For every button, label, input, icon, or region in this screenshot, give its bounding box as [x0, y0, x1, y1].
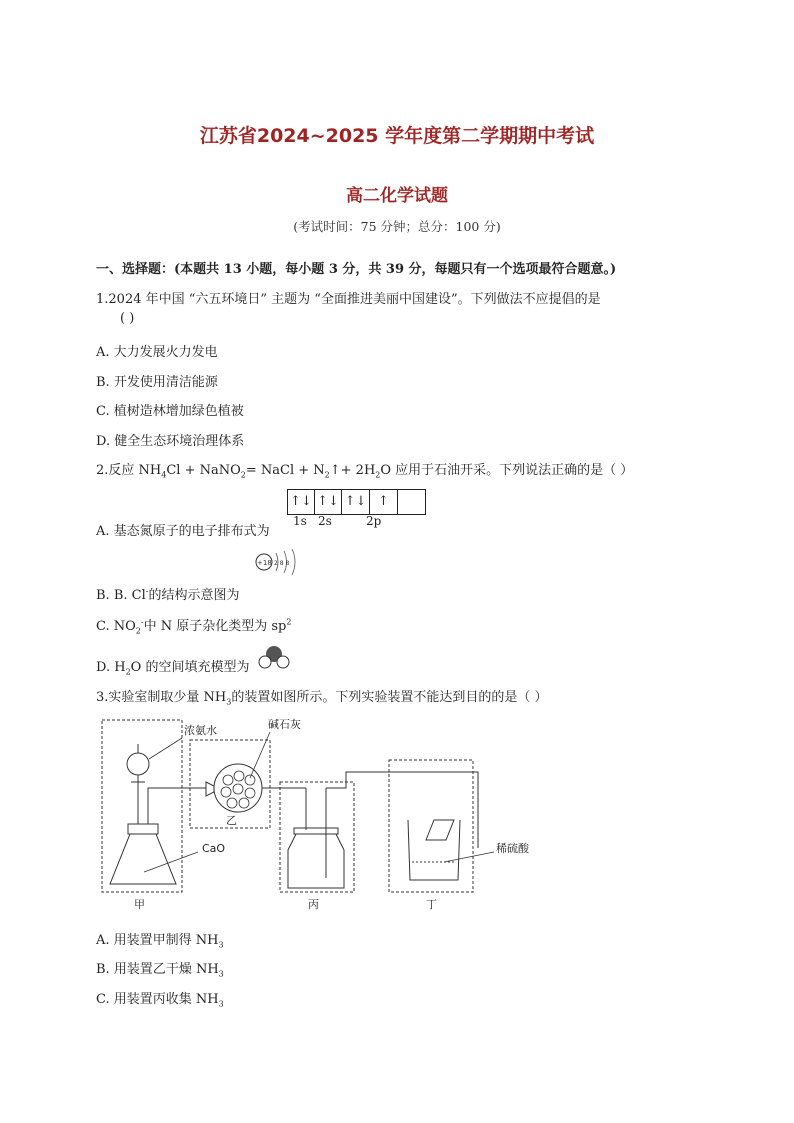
q3-stem: 3.实验室制取少量 $NH_3$的装置如图所示。下列实验装置不能达到目的的是（ ） — [96, 690, 548, 707]
orbital-box-2p-1: ↑↓ — [342, 490, 370, 514]
chloride-structure-diagram — [252, 547, 312, 587]
label-yi: 乙 — [226, 814, 237, 827]
q1-option-c: C. 植树造林增加绿色植被 — [96, 404, 244, 419]
water-space-filling-model — [256, 644, 292, 670]
q2-option-b: B. B. Cl-的结构示意图为 — [96, 586, 240, 603]
frame-ding — [389, 760, 473, 892]
q1-option-a: A. 大力发展火力发电 — [96, 345, 218, 360]
q3-option-c: C. 用装置丙收集 $NH_3$ — [96, 992, 224, 1009]
orbital-label-1s: 1s — [293, 514, 307, 528]
chloride-shell-electrons: 2 8 8 — [274, 560, 290, 567]
label-ammonia-water: 浓氨水 — [184, 724, 217, 737]
orbital-label-2s: 2s — [318, 514, 332, 528]
label-dilute-acid: 稀硫酸 — [496, 842, 529, 855]
q3-option-b: B. 用装置乙干燥 $NH_3$ — [96, 962, 224, 979]
label-soda-lime: 碱石灰 — [268, 718, 301, 731]
section-header: 一、选择题：(本题共 13 小题，每小题 3 分，共 39 分，每题只有一个选项最符合题意。) — [96, 262, 617, 277]
label-ding: 丁 — [426, 898, 437, 911]
q1-option-d: D. 健全生态环境治理体系 — [96, 434, 245, 449]
inverted-funnel — [426, 820, 454, 840]
conical-flask — [110, 834, 176, 884]
apparatus-figure — [98, 712, 540, 912]
label-jia: 甲 — [134, 898, 145, 911]
chloride-nucleus-label: +18 — [257, 559, 272, 567]
frame-bing — [280, 782, 354, 892]
q1-stem: 1.2024 年中国 “六五环境日” 主题为 “全面推进美丽中国建设”。下列做法不应提倡的是 — [96, 292, 601, 307]
label-bing: 丙 — [308, 898, 319, 911]
orbital-diagram — [287, 489, 426, 515]
orbital-box-2p-3 — [398, 490, 425, 514]
exam-subtitle: 高二化学试题 — [346, 186, 448, 206]
q2-stem: 2.反应 $NH_4Cl$ + NaNO$_2$= NaCl + $N_2↑+ 2H_2O$ 应用于石油开采。下列说法正确的是（ ） — [96, 463, 634, 480]
q2-option-d: D. $H_2O$ 的空间填充模型为 — [96, 660, 250, 677]
q2-option-a: A. 基态氮原子的电子排布式为 — [96, 524, 270, 539]
q2-option-c: C. $NO_2^-$中 N 原子杂化类型为 $sp^2$ — [96, 617, 292, 636]
q1-option-b: B. 开发使用清洁能源 — [96, 375, 218, 390]
orbital-box-2p-2: ↑ — [370, 490, 398, 514]
label-cao: CaO — [202, 842, 226, 855]
orbital-box-1s: ↑↓ — [288, 490, 315, 514]
exam-info: (考试时间：75 分钟；总分：100 分) — [293, 219, 501, 234]
collecting-bottle — [288, 834, 344, 888]
separatory-funnel — [127, 753, 149, 775]
beaker — [408, 820, 460, 880]
q3-option-a: A. 用装置甲制得 $NH_3$ — [96, 933, 224, 950]
orbital-box-2s: ↑↓ — [315, 490, 342, 514]
orbital-label-2p: 2p — [366, 514, 382, 528]
exam-title: 江苏省2024~2025 学年度第二学期期中考试 — [199, 125, 595, 147]
q1-paren: ( ) — [120, 311, 135, 326]
soda-lime-granules — [221, 771, 255, 808]
